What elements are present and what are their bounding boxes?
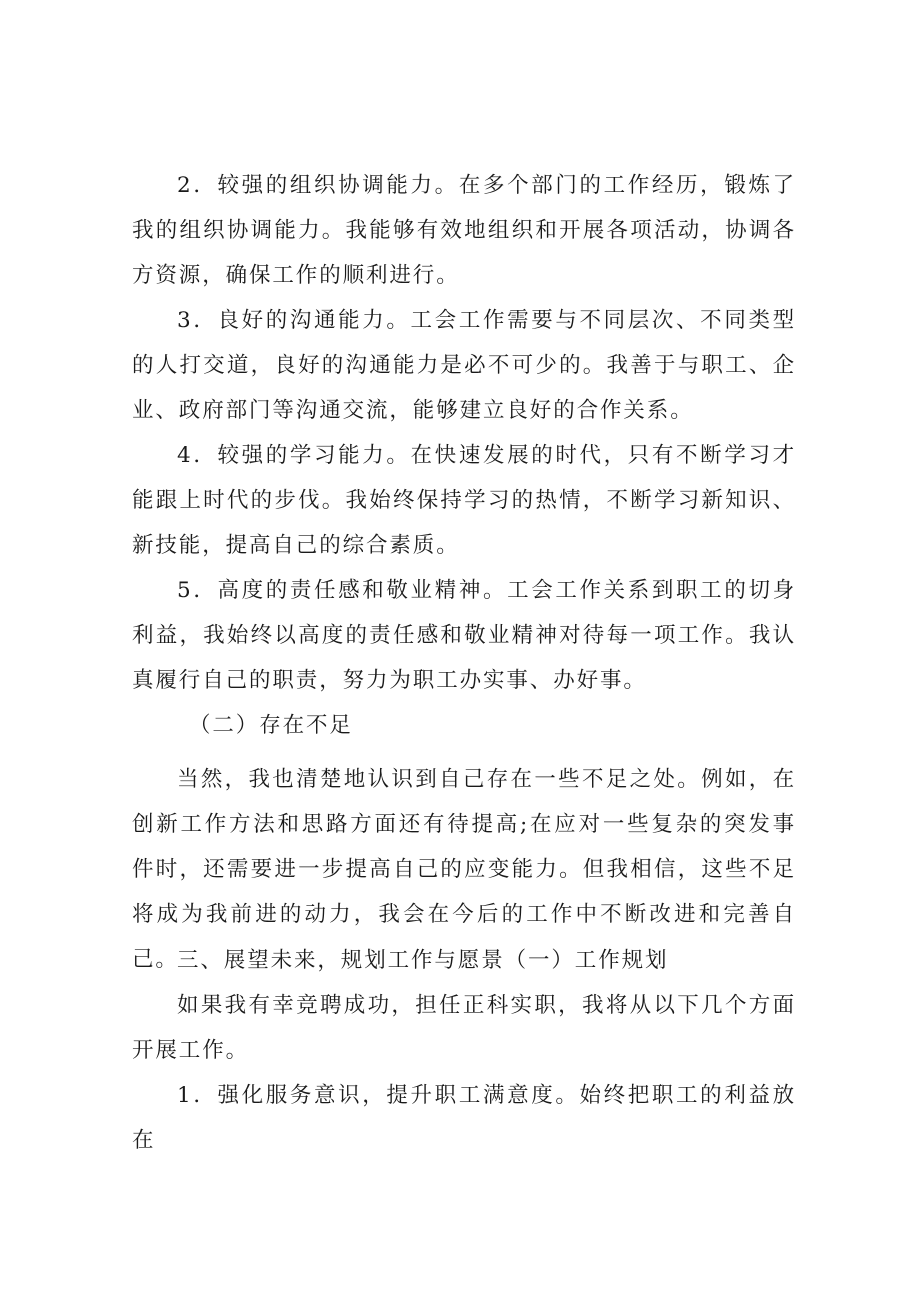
paragraph-learning-ability: 4．较强的学习能力。在快速发展的时代，只有不断学习才能跟上时代的步伐。我始终保持学习的热情，不断学习新知识、新技能，提高自己的综合素质。: [132, 443, 796, 558]
paragraph-shortcomings: 当然，我也清楚地认识到自己存在一些不足之处。例如，在创新工作方法和思路方面还有待提高;在应对一些复杂的突发事件时，还需要进一步提高自己的应变能力。但我相信，这些不足将成为我前进的动力，我会在今后的工作中不断改进和完善自己。: [132, 767, 796, 972]
paragraph-responsibility: 5．高度的责任感和敬业精神。工会工作关系到职工的切身利益，我始终以高度的责任感和敬业精神对待每一项工作。我认真履行自己的职责，努力为职工办实事、办好事。: [132, 578, 796, 693]
paragraph-communication-ability: 3．良好的沟通能力。工会工作需要与不同层次、不同类型的人打交道，良好的沟通能力是必不可少的。我善于与职工、企业、政府部门等沟通交流，能够建立良好的合作关系。: [132, 308, 796, 423]
paragraph-work-plan-intro: 如果我有幸竞聘成功，担任正科实职，我将从以下几个方面开展工作。: [132, 993, 796, 1063]
section-heading-shortcomings: （二）存在不足: [189, 713, 353, 738]
section-heading-outlook: 三、展望未来，规划工作与愿景（一）工作规划: [177, 948, 669, 973]
paragraph-organization-ability: 2．较强的组织协调能力。在多个部门的工作经历，锻炼了我的组织协调能力。我能够有效地组织和开展各项活动，协调各方资源，确保工作的顺利进行。: [132, 173, 796, 288]
paragraph-service-awareness: 1．强化服务意识，提升职工满意度。始终把职工的利益放在: [132, 1083, 796, 1153]
